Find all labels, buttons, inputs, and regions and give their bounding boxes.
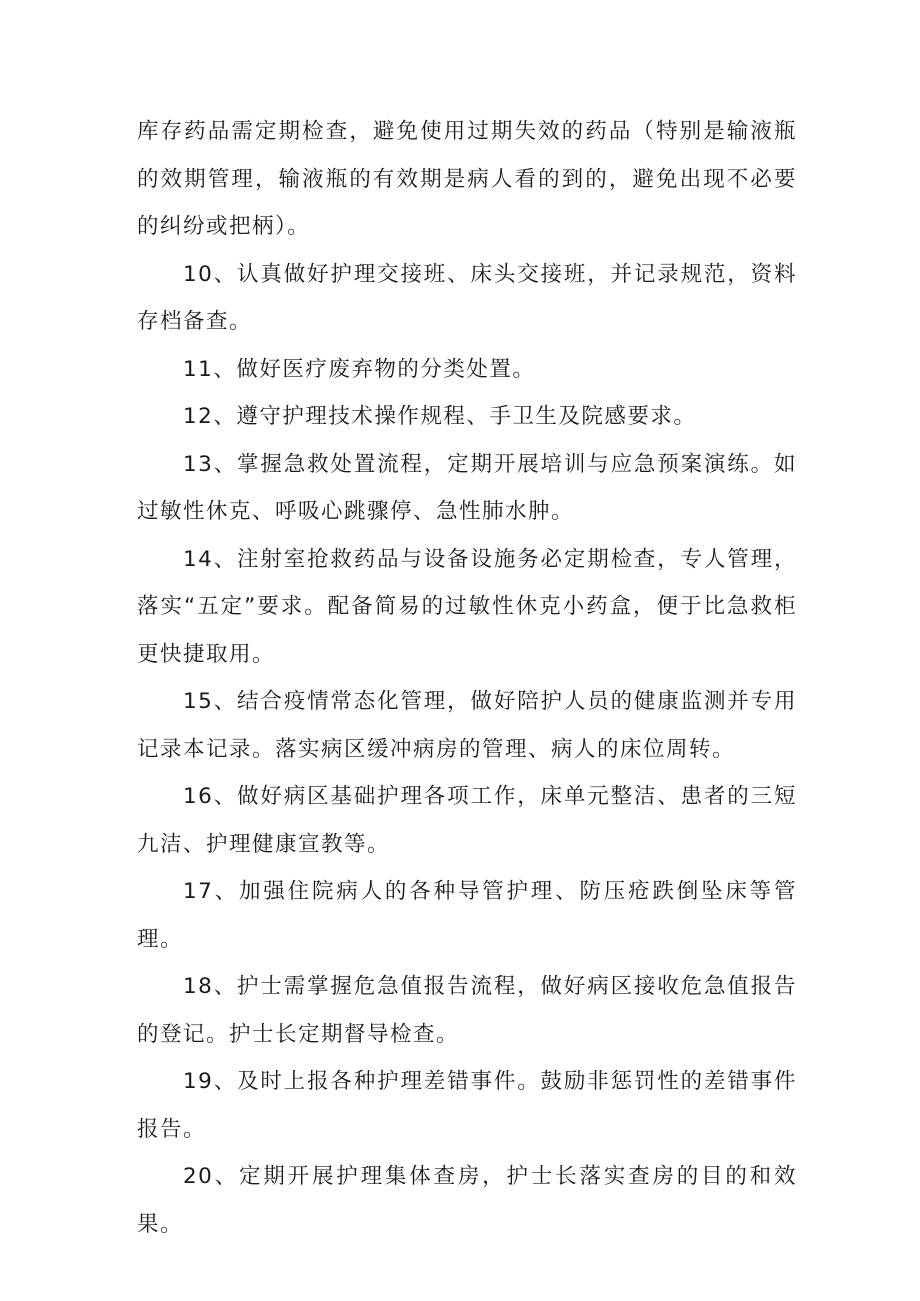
paragraph-item-20: 20、定期开展护理集体查房，护士长落实查房的目的和效果。 <box>137 1164 797 1237</box>
paragraph-item-14: 14、注射室抢救药品与设备设施务必定期检查，专人管理，落实“五定”要求。配备简易的过敏性休克小药盒，便于比急救柜更快捷取用。 <box>137 546 797 667</box>
paragraph-item-11: 11、做好医疗废弃物的分类处置。 <box>183 356 536 382</box>
paragraph-item-10: 10、认真做好护理交接班、床头交接班，并记录规范，资料存档备查。 <box>137 261 797 334</box>
document-body <box>137 108 797 1248</box>
paragraph-item-19: 19、及时上报各种护理差错事件。鼓励非惩罚性的差错事件报告。 <box>137 1069 797 1142</box>
paragraph-item-16: 16、做好病区基础护理各项工作，床单元整洁、患者的三短九洁、护理健康宣教等。 <box>137 784 797 857</box>
paragraph-item-17: 17、加强住院病人的各种导管护理、防压疮跌倒坠床等管理。 <box>137 879 797 952</box>
paragraph-item-15: 15、结合疫情常态化管理，做好陪护人员的健康监测并专用记录本记录。落实病区缓冲病房的管理、病人的床位周转。 <box>137 689 797 762</box>
paragraph-item-18: 18、护士需掌握危急值报告流程，做好病区接收危急值报告的登记。护士长定期督导检查。 <box>137 974 797 1047</box>
paragraph-item-13: 13、掌握急救处置流程，定期开展培训与应急预案演练。如过敏性休克、呼吸心跳骤停、急性肺水肿。 <box>137 451 797 524</box>
paragraph-item-12: 12、遵守护理技术操作规程、手卫生及院感要求。 <box>183 404 697 429</box>
paragraph-continuation: 库存药品需定期检查，避免使用过期失效的药品（特别是输液瓶的效期管理，输液瓶的有效期是病人看的到的，避免出现不必要的纠纷或把柄）。 <box>137 119 797 239</box>
